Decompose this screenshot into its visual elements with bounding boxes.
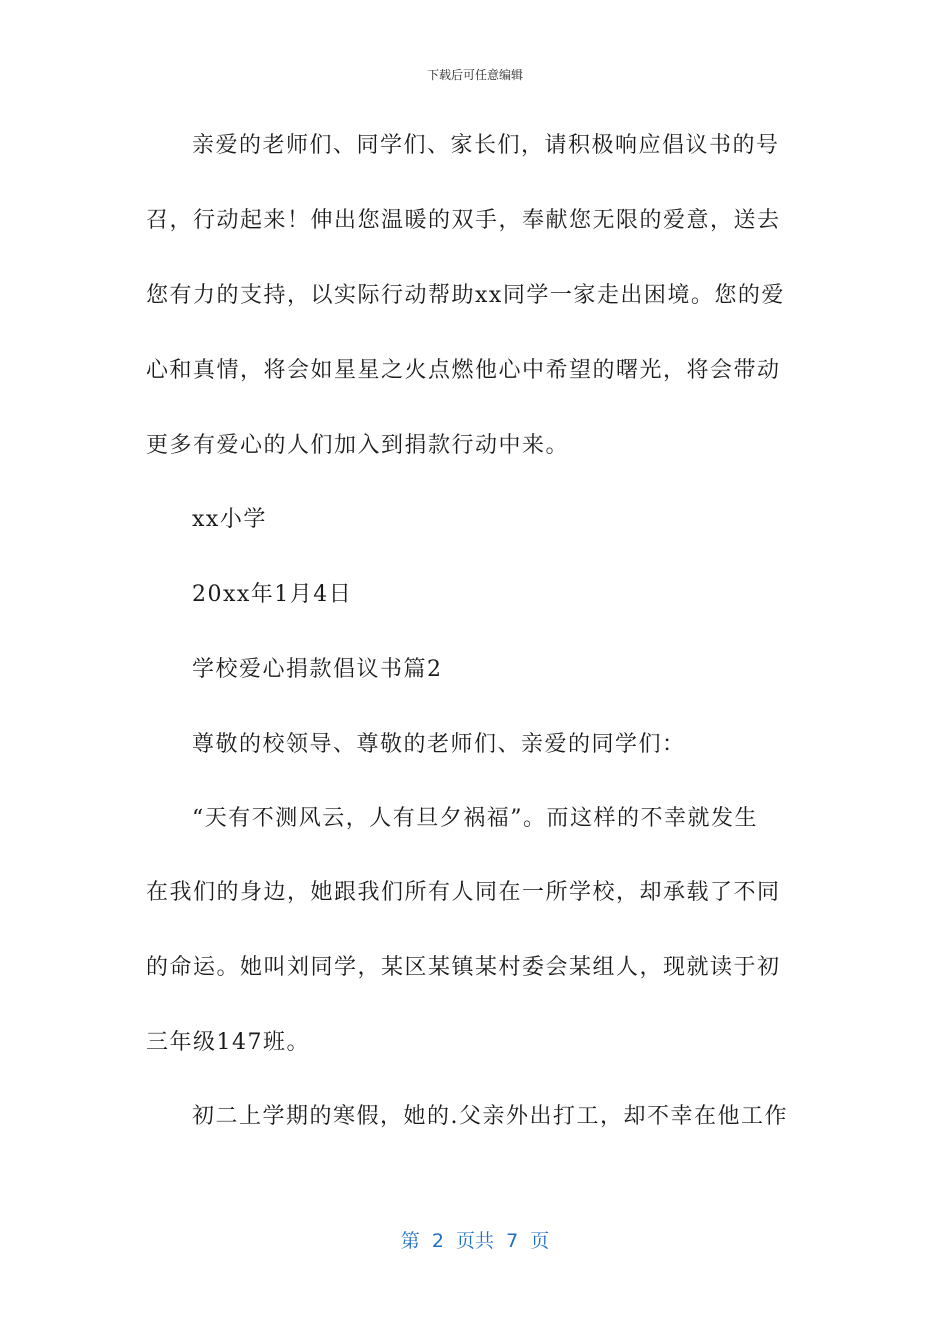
page-header: 下载后可任意编辑 — [426, 68, 523, 82]
paragraph-line: 三年级147班。 — [146, 1030, 310, 1055]
paragraph-line: 初二上学期的寒假，她的.父亲外出打工，却不幸在他工作 — [192, 1104, 788, 1129]
paragraph-line: 亲爱的老师们、同学们、家长们，请积极响应倡议书的号 — [192, 133, 780, 158]
paragraph-line: 心和真情，将会如星星之火点燃他心中希望的曙光，将会带动 — [146, 358, 781, 383]
paragraph-line: 您有力的支持，以实际行动帮助xx同学一家走出困境。您的爱 — [146, 283, 785, 308]
page-number-footer: 第 2 页共 7 页 — [400, 1230, 550, 1252]
section-title: 学校爱心捐款倡议书篇2 — [192, 657, 443, 682]
signature-date: 20xx年1月4日 — [192, 582, 353, 607]
signature-school: xx小学 — [192, 507, 267, 532]
paragraph-line: “天有不测风云，人有旦夕祸福”。而这样的不幸就发生 — [192, 806, 758, 831]
paragraph-line: 在我们的身边，她跟我们所有人同在一所学校，却承载了不同 — [146, 880, 781, 905]
salutation: 尊敬的校领导、尊敬的老师们、亲爱的同学们： — [192, 732, 686, 757]
paragraph-line: 召，行动起来！伸出您温暖的双手，奉献您无限的爱意，送去 — [146, 208, 781, 233]
paragraph-line: 的命运。她叫刘同学，某区某镇某村委会某组人，现就读于初 — [146, 955, 781, 980]
paragraph-line: 更多有爱心的人们加入到捐款行动中来。 — [146, 433, 570, 458]
